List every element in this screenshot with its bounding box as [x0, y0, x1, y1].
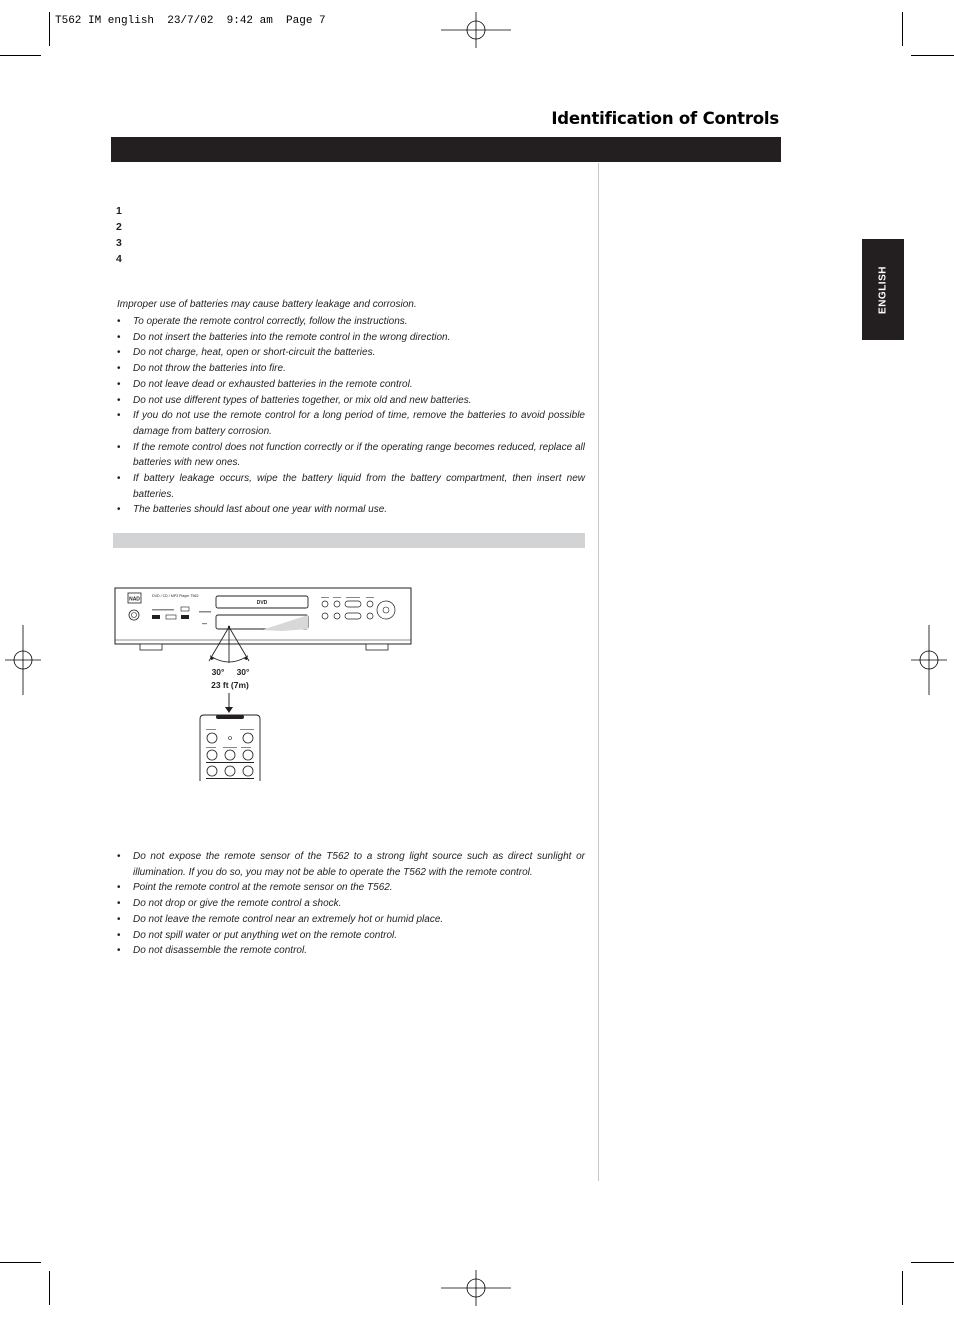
battery-precautions-list [117, 314, 585, 518]
crop-mark [911, 55, 954, 56]
registration-mark-left [5, 625, 41, 695]
list-item: • Do not drop or give the remote control a shock. [117, 896, 585, 912]
remote-range-diagram [112, 585, 417, 785]
print-slug: T562 IM english 23/7/02 9:42 am Page 7 [55, 15, 326, 27]
page-title: Identification of Controls [551, 109, 779, 128]
dvd-logo: DVD [256, 600, 268, 606]
language-tab-label: ENGLISH [877, 265, 889, 314]
registration-mark-bottom [441, 1270, 511, 1306]
registration-mark-top [441, 12, 511, 48]
list-item: • If you do not use the remote control for a long period of time, remove the batteries to avoid possible damage from battery corrosion. [117, 408, 585, 439]
step-number: 3 [116, 237, 122, 249]
list-item: • The batteries should last about one year with normal use. [117, 502, 585, 518]
list-item: • Do not leave dead or exhausted batteries in the remote control. [117, 377, 585, 393]
column-divider [598, 163, 599, 1181]
step-number: 1 [116, 205, 122, 217]
angle-right-label: 30° [236, 667, 250, 677]
registration-mark-right [911, 625, 947, 695]
list-item: • If battery leakage occurs, wipe the battery liquid from the battery compartment, then insert new batteries. [117, 471, 585, 502]
list-item: • Do not spill water or put anything wet on the remote control. [117, 928, 585, 944]
crop-mark [902, 12, 903, 46]
angle-left-label: 30° [211, 667, 225, 677]
crop-mark [0, 1262, 41, 1263]
list-item: • Do not disassemble the remote control. [117, 943, 585, 959]
step-number: 4 [116, 253, 122, 265]
language-tab [862, 239, 904, 340]
list-item: • Do not leave the remote control near an extremely hot or humid place. [117, 912, 585, 928]
list-item: • Do not throw the batteries into fire. [117, 361, 585, 377]
crop-mark [49, 12, 50, 46]
list-item: • Point the remote control at the remote sensor on the T562. [117, 880, 585, 896]
crop-mark [49, 1271, 50, 1305]
list-item: • Do not charge, heat, open or short-circuit the batteries. [117, 345, 585, 361]
list-item: • To operate the remote control correctly, follow the instructions. [117, 314, 585, 330]
range-label: 23 ft (7m) [211, 680, 249, 690]
step-number: 2 [116, 221, 122, 233]
crop-mark [0, 55, 41, 56]
subsection-bar [113, 533, 585, 548]
brand-logo: NAD [129, 596, 140, 603]
section-header-bar [111, 137, 781, 162]
battery-intro: Improper use of batteries may cause battery leakage and corrosion. [117, 299, 417, 310]
list-item: • Do not expose the remote sensor of the T562 to a strong light source such as direct sunlight or illumination. If you do so, you may not be able to operate the T562 with the remote control. [117, 849, 585, 880]
remote-precautions-list [117, 849, 585, 959]
crop-mark [902, 1271, 903, 1305]
crop-mark [911, 1262, 954, 1263]
list-item: • Do not insert the batteries into the remote control in the wrong direction. [117, 330, 585, 346]
player-model-label: DVD / CD / MP3 Player T562 [152, 594, 199, 598]
list-item: • If the remote control does not function correctly or if the operating range becomes reduced, replace all batteries with new ones. [117, 440, 585, 471]
list-item: • Do not use different types of batteries together, or mix old and new batteries. [117, 393, 585, 409]
